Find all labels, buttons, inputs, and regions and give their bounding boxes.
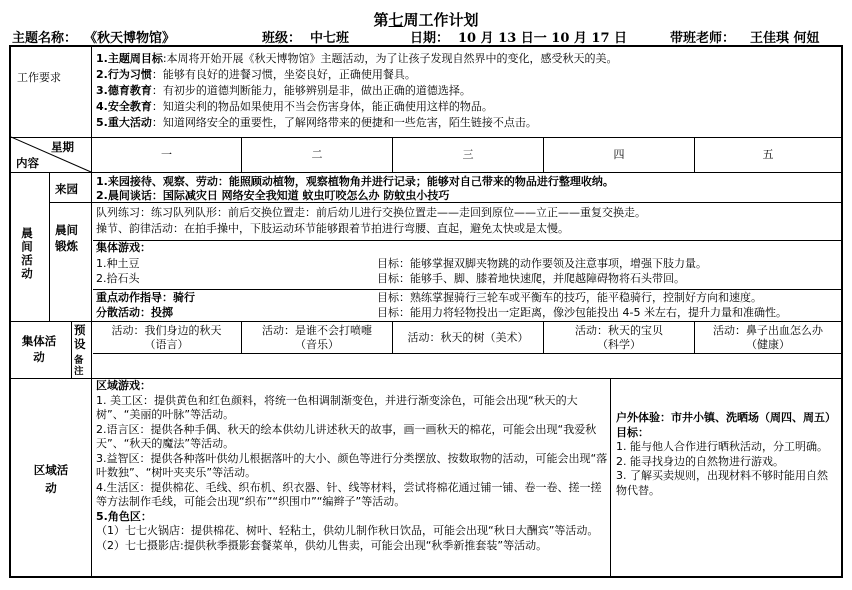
- zone-photo: （2）七七摄影店:提供秋季摄影套餐菜单，供幼儿售卖，可能会出现“秋季新推套装”等活动。: [96, 538, 548, 552]
- outdoor-goal-1: 1. 能与他人合作进行晒秋活动，分工明确。: [616, 440, 828, 453]
- group-activity-fri-subject: （健康）: [746, 338, 790, 351]
- day-thursday: 四: [613, 148, 625, 161]
- page-title: 第七周工作计划: [373, 11, 479, 29]
- morning-exercise-label: 晨间锻炼: [55, 223, 78, 253]
- requirement-3: 3.德育教育：有初步的道德判断能力，能够辨别是非，做出正确的道德选择。: [96, 84, 471, 97]
- game-2-name: 2.拾石头: [96, 272, 140, 285]
- group-activity-fri: 活动：鼻子出血怎么办: [713, 324, 823, 337]
- preset-label: 预设: [74, 323, 86, 351]
- day-wednesday: 三: [462, 148, 474, 161]
- zone-role-title: 5.角色区：: [96, 509, 152, 523]
- zone-games-title: 区域游戏：: [96, 379, 151, 392]
- group-activity-wed: 活动：秋天的树（美术）: [407, 331, 529, 344]
- requirement-2: 2.行为习惯：能够有良好的进餐习惯，坐姿良好，正确使用餐具。: [96, 68, 416, 81]
- zone-life: 4.生活区：提供棉花、毛线、织布机、织衣器、针、线等材料，尝试将棉花通过铺一铺、卷一卷、搓一搓等方法制作毛线，可能会出现“织布”“织围巾”“编辫子”等活动。: [96, 480, 602, 508]
- morning-activities-label: 晨间活动: [20, 227, 34, 281]
- week-number: 七: [388, 11, 404, 29]
- plan-table: [9, 45, 843, 578]
- requirement-5: 5.重大活动：知道网络安全的重要性，了解网络带来的便捷和一些危害，陌生链接不点击。: [96, 116, 537, 129]
- group-activity-mon-subject: （语言）: [144, 338, 189, 351]
- game-1-goal: 目标：能够掌握双脚夹物跳的动作要领及注意事项，增强下肢力量。: [377, 257, 707, 270]
- work-requirements-list: [96, 51, 836, 130]
- group-activity-tue: 活动：是谁不会打喷嚏: [262, 324, 372, 337]
- day-monday: 一: [161, 148, 172, 161]
- zone-puzzle: 3.益智区：提供各种落叶供幼儿根据落叶的大小、颜色等进行分类摆放、按数取物的活动，可能会出现“落叶数独”、“树叶夹夹乐”等活动。: [96, 451, 608, 479]
- weekday-header-label: 星期: [51, 140, 74, 154]
- teacher-value: 王佳琪 何妞: [750, 31, 820, 46]
- group-activity-label: 集体活动: [21, 334, 57, 364]
- rhythm-activity: 操节、韵律活动：在拍手操中，下肢运动环节能够跟着节拍进行弯腰、直起，避免太快或是太慢。: [96, 222, 569, 235]
- scattered-activity-goal: 目标：能用力将轻物投出一定距离，像沙包能投出 4-5 米左右，提升力量和准确性。: [377, 306, 787, 319]
- date-label: 日期：: [410, 31, 450, 46]
- outdoor-goal-label: 目标：: [616, 425, 649, 439]
- work-requirements-label: 工作要求: [17, 71, 61, 84]
- zone-games: [96, 379, 608, 553]
- formation-practice: 队列练习：练习队列队形：前后交换位置走：前后幼儿进行交换位置走——走回到原位——立正——重复交换走。: [96, 206, 646, 219]
- game-1-name: 1.种土豆: [96, 257, 140, 270]
- plan-header: [10, 27, 845, 45]
- zone-art: 1. 美工区：提供黄色和红色颜料，将统一色相调制渐变色，并进行渐变涂色，可能会出现“秋天的大树”、“美丽的叶脉”等活动。: [96, 393, 578, 421]
- group-activity-mon: 活动：我们身边的秋天: [111, 324, 222, 337]
- requirement-1: 1.主题周目标:本周将开始开展《秋天博物馆》主题活动，为了让孩子发现自然界中的变化，感受秋天的美。: [96, 52, 618, 65]
- zone-activities-label: 区域活动: [33, 463, 69, 495]
- arrival-line-2: 2.晨间谈话：国际减灾日 网络安全我知道 蚊虫叮咬怎么办 防蚊虫小技巧: [96, 189, 450, 202]
- requirement-4: 4.安全教育：知道尖利的物品如果使用不当会伤害身体，能正确使用这样的物品。: [96, 100, 493, 113]
- focus-action-goal: 目标：熟练掌握骑行三轮车或平衡车的技巧，能平稳骑行，控制好方向和速度。: [377, 291, 762, 304]
- theme-label: 主题名称：: [12, 31, 78, 46]
- day-friday: 五: [762, 148, 774, 161]
- class-value: 中七班: [310, 31, 350, 46]
- group-activity-tue-subject: （音乐）: [295, 338, 339, 351]
- date-value: 10 月 13 日一 10 月 17 日: [458, 31, 628, 46]
- outdoor-experience: [616, 411, 838, 498]
- scattered-activity-name: 分散活动：投掷: [96, 306, 173, 319]
- outdoor-title: 户外体验：市井小镇、洗晒场（周四、周五）: [616, 411, 836, 424]
- focus-action-name: 重点动作指导：骑行: [96, 291, 195, 304]
- zone-hotpot: （1）七七火锅店：提供棉花、树叶、轻粘土，供幼儿制作秋日饮品，可能会出现“秋日大酬宾”等活动。: [96, 524, 599, 537]
- group-activity-thu-subject: （科学）: [597, 338, 641, 351]
- class-label: 班级：: [262, 31, 302, 46]
- group-activity-thu: 活动：秋天的宝贝: [575, 324, 663, 337]
- outdoor-goal-3: 3. 了解买卖规则，出现材料不够时能用自然物代替。: [616, 469, 828, 497]
- arrival-label: 来园: [55, 182, 78, 196]
- notes-label: 备注: [74, 355, 84, 377]
- arrival-line-1: 1.来园接待、观察、劳动：能照顾动植物，观察植物角并进行记录；能够对自己带来的物品进行整理收纳。: [96, 175, 614, 188]
- content-header-label: 内容: [16, 156, 39, 170]
- teacher-label: 带班老师：: [670, 31, 736, 46]
- group-games-title: 集体游戏：: [96, 241, 151, 254]
- zone-language: 2.语言区：提供各种手偶、秋天的绘本供幼儿讲述秋天的故事，画一画秋天的棉花，可能会出现“我爱秋天”、“秋天的魔法”等活动。: [96, 422, 597, 450]
- game-2-goal: 目标：能够手、脚、膝着地快速爬，并爬越障碍物将石头带回。: [377, 272, 685, 285]
- theme-value: 《秋天博物馆》: [84, 31, 176, 46]
- outdoor-goal-2: 2. 能寻找身边的自然物进行游戏。: [616, 454, 784, 468]
- day-tuesday: 二: [311, 148, 323, 161]
